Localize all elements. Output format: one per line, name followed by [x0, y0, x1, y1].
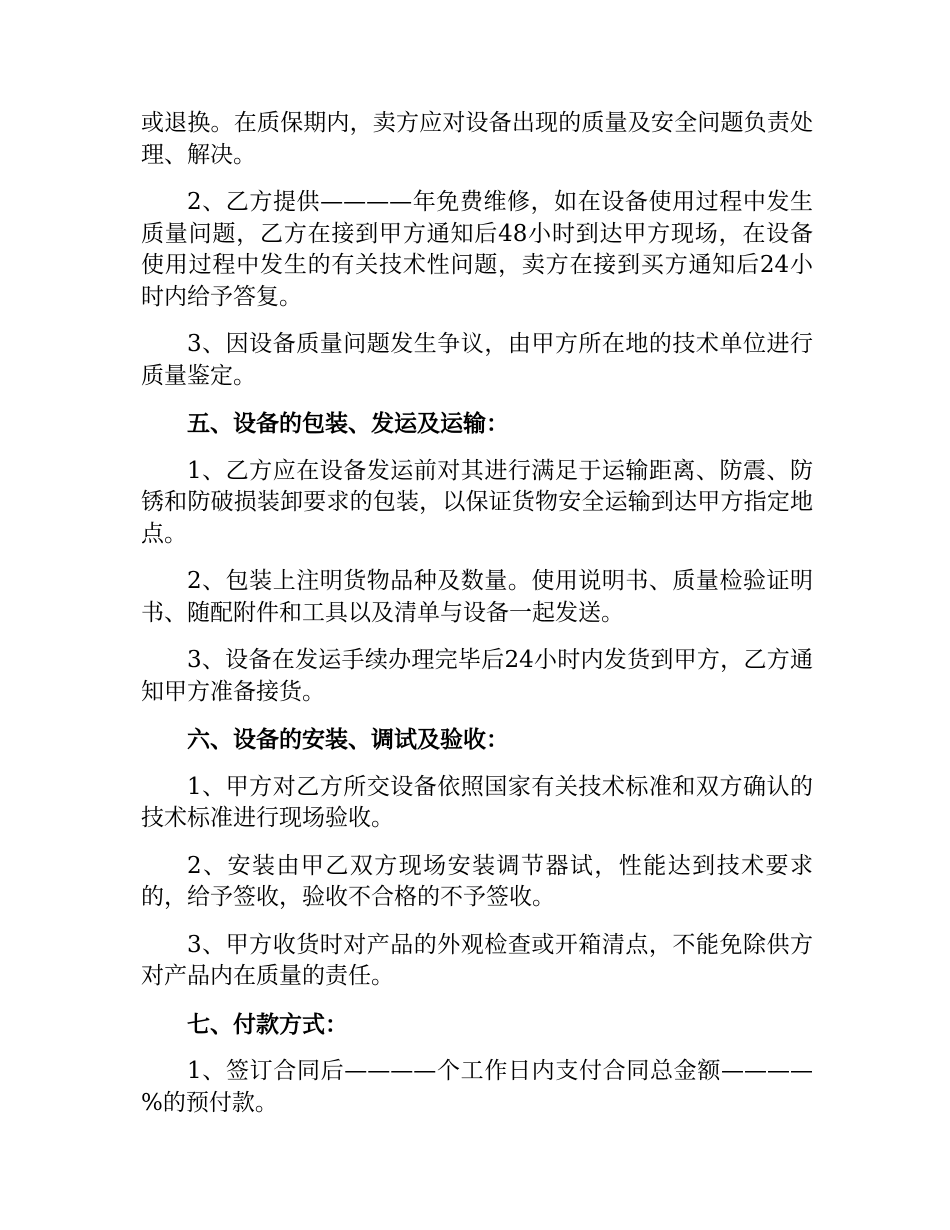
paragraph-free-maintenance: 2、乙方提供————年免费维修，如在设备使用过程中发生质量问题，乙方在接到甲方通知后48小时到达甲方现场，在设备使用过程中发生的有关技术性问题，卖方在接到买方通知后24小时内给予答复。: [141, 189, 813, 310]
paragraph-packaging-requirements: 1、乙方应在设备发运前对其进行满足于运输距离、防震、防锈和防破损装卸要求的包装，以保证货物安全运输到达甲方指定地点。: [141, 457, 813, 547]
section-heading-packaging: 五、设备的包装、发运及运输：: [187, 410, 509, 437]
paragraph-warranty-continued: 或退换。在质保期内，卖方应对设备出现的质量及安全问题负责处理、解决。: [141, 110, 813, 168]
paragraph-quality-dispute: 3、因设备质量问题发生争议，由甲方所在地的技术单位进行质量鉴定。: [141, 331, 813, 389]
paragraph-packaging-labels: 2、包装上注明货物品种及数量。使用说明书、质量检验证明书、随配附件和工具以及清单与设备一起发送。: [141, 568, 813, 626]
paragraph-shipping-notice: 3、设备在发运手续办理完毕后24小时内发货到甲方，乙方通知甲方准备接货。: [141, 647, 813, 705]
paragraph-inspection-liability: 3、甲方收货时对产品的外观检查或开箱清点，不能免除供方对产品内在质量的责任。: [141, 931, 813, 989]
section-heading-payment: 七、付款方式：: [187, 1010, 348, 1038]
section-heading-installation: 六、设备的安装、调试及验收：: [187, 726, 509, 753]
paragraph-onsite-acceptance: 1、甲方对乙方所交设备依照国家有关技术标准和双方确认的技术标准进行现场验收。: [141, 773, 813, 831]
paragraph-installation-signoff: 2、安装由甲乙双方现场安装调节器试，性能达到技术要求的，给予签收，验收不合格的不予签收。: [141, 852, 813, 910]
paragraph-advance-payment: 1、签订合同后————个工作日内支付合同总金额————%的预付款。: [141, 1058, 813, 1116]
document-page: [141, 108, 813, 1135]
